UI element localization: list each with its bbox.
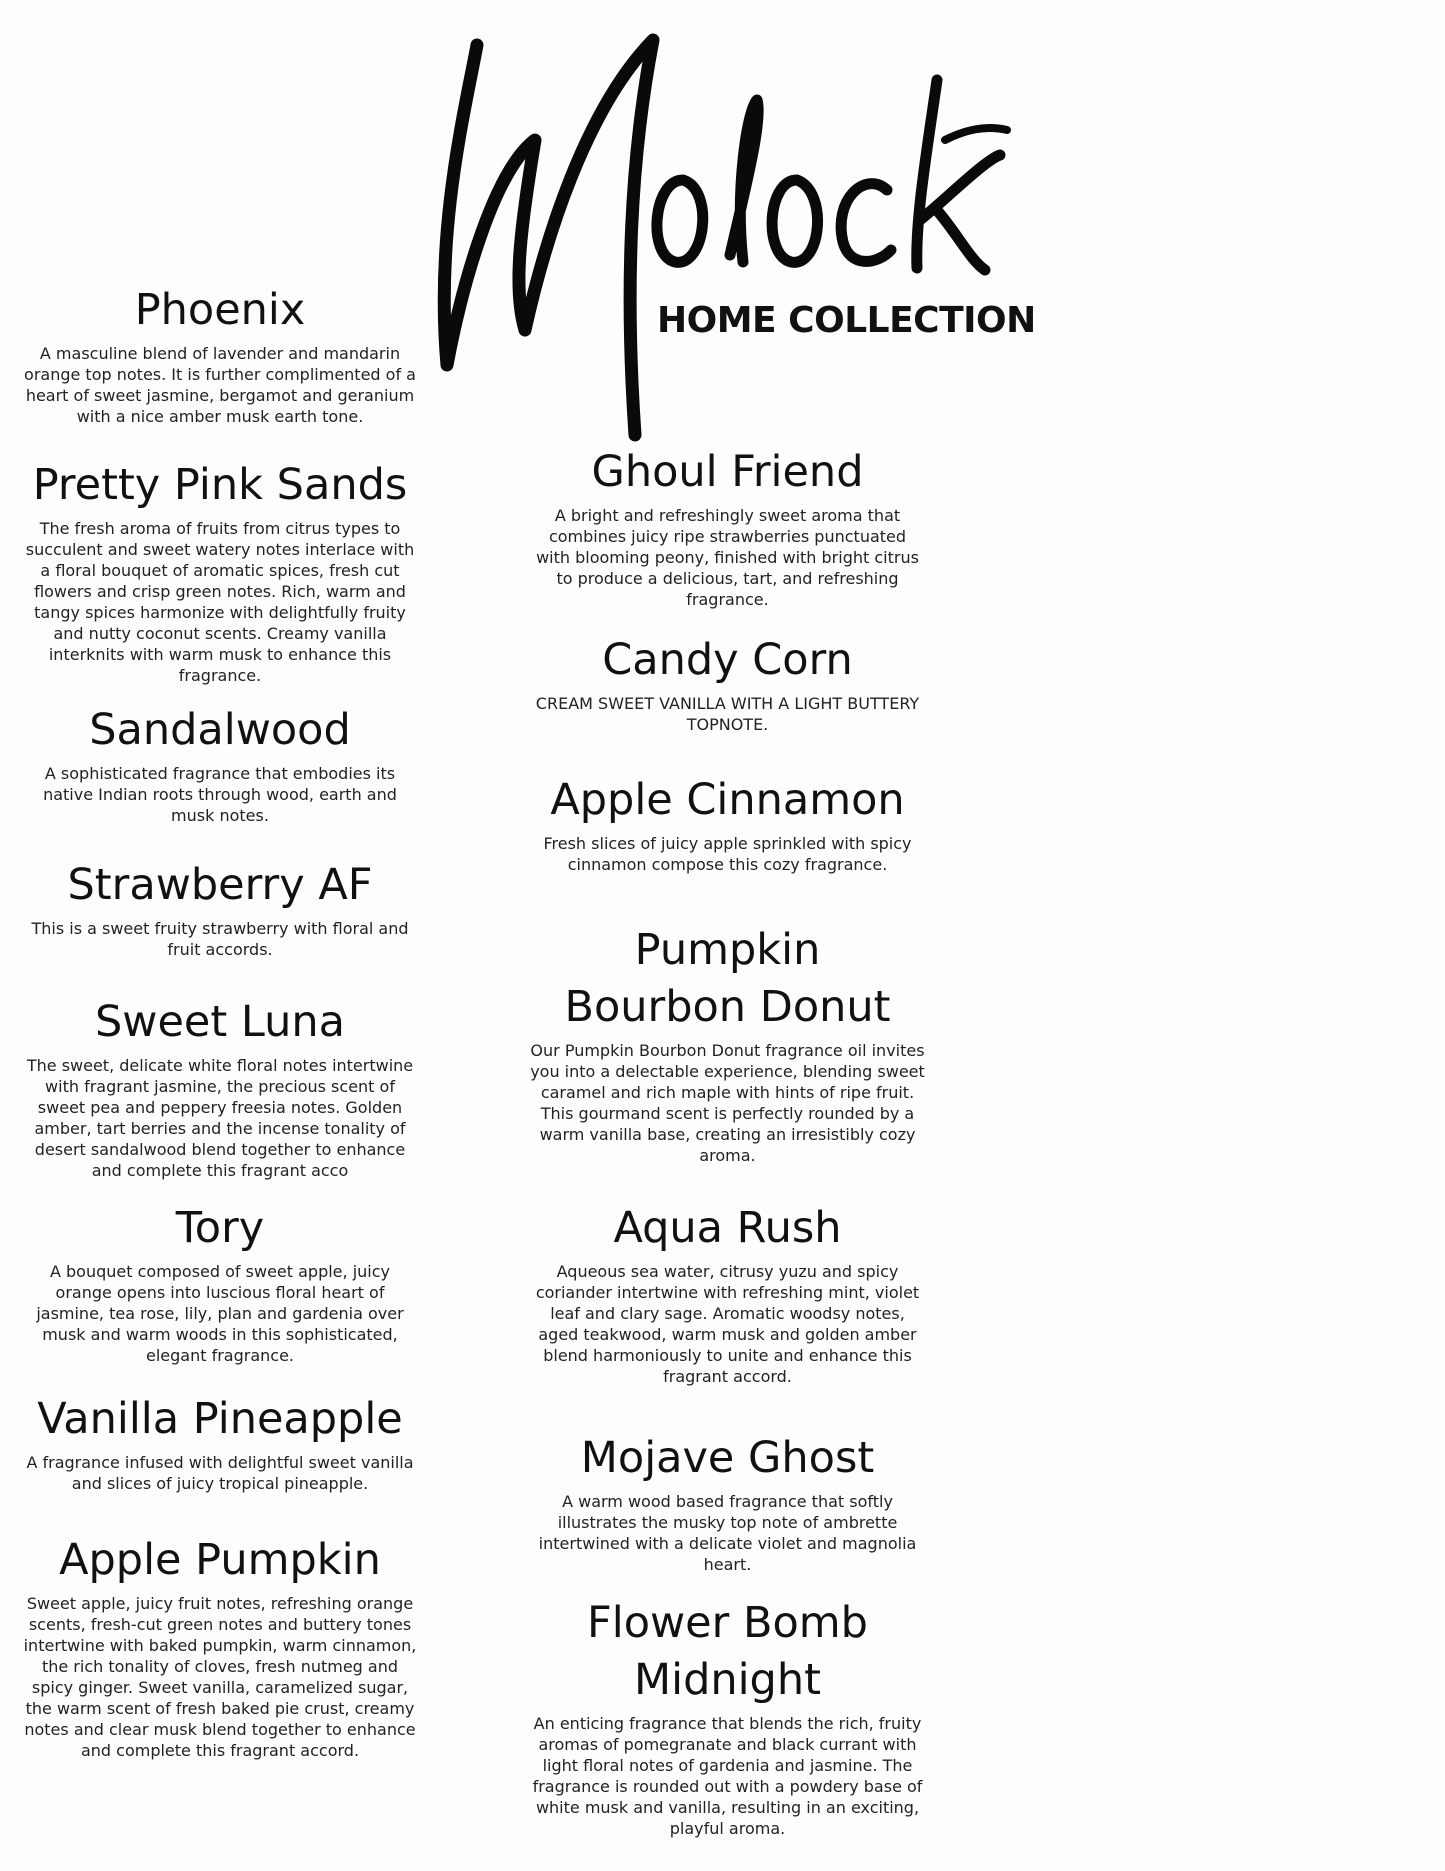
fragrance-title: Strawberry AF xyxy=(67,860,373,910)
fragrance-description: An enticing fragrance that blends the rich, fruity aromas of pomegranate and black currant with light floral notes of gardenia and jasmine. The fragrance is rounded out with a powdery base of white musk and vanilla, resulting in an exciting, playful aroma. xyxy=(532,1714,923,1838)
fragrance-item-apple-cinnamon xyxy=(530,772,925,875)
fragrance-item-flower-bomb-midnight xyxy=(530,1595,925,1839)
fragrance-title: Apple Cinnamon xyxy=(550,775,905,825)
fragrance-item-sandalwood xyxy=(20,702,420,826)
fragrance-item-tory xyxy=(20,1200,420,1366)
fragrance-description: A bouquet composed of sweet apple, juicy orange opens into luscious floral heart of jasmine, tea rose, lily, plan and gardenia over musk and warm woods in this sophisticated, elegant fragrance. xyxy=(36,1262,404,1365)
fragrance-description: Our Pumpkin Bourbon Donut fragrance oil invites you into a delectable experience, blending sweet caramel and rich maple with hints of ripe fruit. This gourmand scent is perfectly rounded by a warm vanilla base, creating an irresistibly cozy aroma. xyxy=(530,1041,925,1165)
fragrance-description: A fragrance infused with delightful sweet vanilla and slices of juicy tropical pineapple. xyxy=(26,1453,414,1493)
fragrance-item-aqua-rush xyxy=(530,1200,925,1387)
fragrance-title: Mojave Ghost xyxy=(580,1433,875,1483)
fragrance-item-strawberry-af xyxy=(20,857,420,960)
fragrance-title: Phoenix xyxy=(134,285,306,335)
fragrance-item-vanilla-pineapple xyxy=(20,1391,420,1494)
fragrance-description: CREAM SWEET VANILLA WITH A LIGHT BUTTERY TOPNOTE. xyxy=(535,694,920,734)
brand-subtitle: HOME COLLECTION xyxy=(657,300,1036,341)
fragrance-description: The sweet, delicate white floral notes intertwine with fragrant jasmine, the precious scent of sweet pea and peppery freesia notes. Golden amber, tart berries and the incense tonality of desert sandalwood blend together to enhance and complete this fragrant acco xyxy=(26,1056,414,1180)
fragrance-description: A masculine blend of lavender and mandarin orange top notes. It is further complimented of a heart of sweet jasmine, bergamot and geranium with a nice amber musk earth tone. xyxy=(24,344,416,426)
fragrance-item-apple-pumpkin xyxy=(20,1532,420,1761)
fragrance-title: Flower Bomb Midnight xyxy=(587,1598,868,1705)
fragrance-description: Sweet apple, juicy fruit notes, refreshing orange scents, fresh-cut green notes and buttery tones intertwine with baked pumpkin, warm cinnamon, the rich tonality of cloves, fresh nutmeg and spicy ginger. Sweet vanilla, caramelized sugar, the warm scent of fresh baked pie crust, creamy notes and clear musk blend together to enhance and complete this fragrant accord. xyxy=(23,1594,417,1760)
fragrance-description: The fresh aroma of fruits from citrus types to succulent and sweet watery notes interlace with a floral bouquet of aromatic spices, fresh cut flowers and crisp green notes. Rich, warm and tangy spices harmonize with delightfully fruity and nutty coconut scents. Creamy vanilla interknits with warm musk to enhance this fragrance. xyxy=(25,519,415,685)
fragrance-item-pumpkin-bourbon-donut xyxy=(530,922,925,1166)
fragrance-title: Candy Corn xyxy=(602,635,853,685)
fragrance-title: Sweet Luna xyxy=(95,997,345,1047)
fragrance-description: A sophisticated fragrance that embodies its native Indian roots through wood, earth and musk notes. xyxy=(43,764,397,825)
fragrance-description: A warm wood based fragrance that softly illustrates the musky top note of ambrette intertwined with a delicate violet and magnolia heart. xyxy=(538,1492,917,1574)
molock-script-logo xyxy=(425,30,1015,450)
fragrance-item-pretty-pink-sands xyxy=(20,457,420,686)
fragrance-title: Pretty Pink Sands xyxy=(32,460,408,510)
fragrance-description: Aqueous sea water, citrusy yuzu and spicy coriander intertwine with refreshing mint, violet leaf and clary sage. Aromatic woodsy notes, aged teakwood, warm musk and golden amber blend harmoniously to unite and enhance this fragrant accord. xyxy=(535,1262,920,1386)
brand-logo xyxy=(425,30,1036,450)
fragrance-item-mojave-ghost xyxy=(530,1430,925,1575)
fragrance-description: Fresh slices of juicy apple sprinkled with spicy cinnamon compose this cozy fragrance. xyxy=(543,834,912,874)
fragrance-item-candy-corn xyxy=(530,632,925,735)
fragrance-description: A bright and refreshingly sweet aroma that combines juicy ripe strawberries punctuated with blooming peony, finished with bright citrus to produce a delicious, tart, and refreshing fragrance. xyxy=(536,506,919,609)
fragrance-title: Tory xyxy=(175,1203,265,1253)
fragrance-title: Vanilla Pineapple xyxy=(37,1394,403,1444)
fragrance-title: Apple Pumpkin xyxy=(59,1535,381,1585)
fragrance-title: Sandalwood xyxy=(89,705,351,755)
fragrance-item-ghoul-friend xyxy=(530,444,925,610)
fragrance-description: This is a sweet fruity strawberry with floral and fruit accords. xyxy=(31,919,409,959)
fragrance-title: Pumpkin Bourbon Donut xyxy=(564,925,891,1032)
fragrance-item-sweet-luna xyxy=(20,994,420,1181)
fragrance-title: Ghoul Friend xyxy=(591,447,864,497)
fragrance-title: Aqua Rush xyxy=(613,1203,842,1253)
fragrance-item-phoenix xyxy=(20,282,420,427)
